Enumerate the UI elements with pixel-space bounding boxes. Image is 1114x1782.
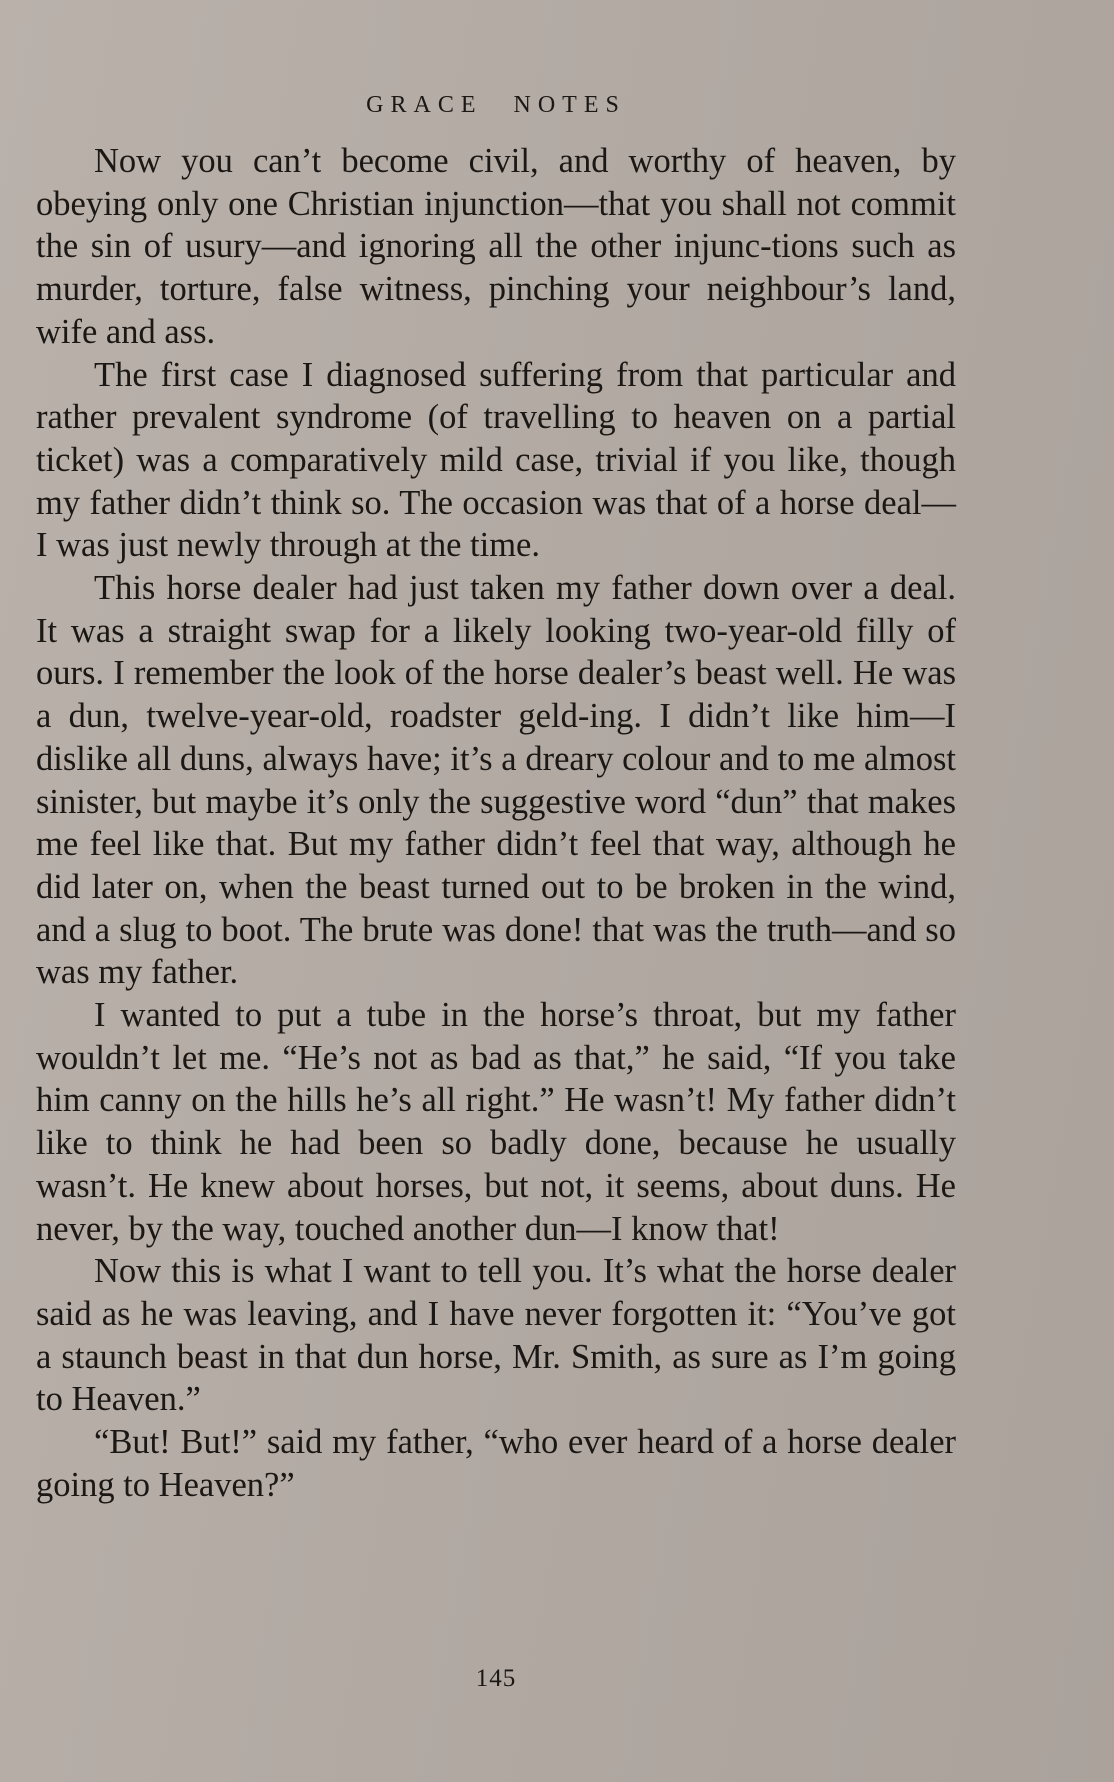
paragraph: I wanted to put a tube in the horse’s throat, but my father wouldn’t let me. “He’s not as bad as that,” he said, “If you take him canny on the hills he’s all right.” He wasn’t! My father didn’t like to think he had been so badly done, because he usually wasn’t. He knew about horses, but not, it seems, about duns. He never, by the way, touched another dun—I know that!: [36, 996, 956, 1248]
paragraph: This horse dealer had just taken my father down over a deal. It was a straight swap for a likely looking two-year-old filly of ours. I remember the look of the horse dealer’s beast well. He was a dun, twelve-year-old, roadster geld-ing. I didn’t like him—I dislike all duns, always have; it’s a dreary colour and to me almost sinister, but maybe it’s only the suggestive word “dun” that makes me feel like that. But my father didn’t feel that way, although he did later on, when the beast turned out to be broken in the wind, and a slug to boot. The brute was done! that was the truth—and so was my father.: [36, 569, 956, 992]
running-head: GRACE NOTES: [366, 92, 626, 118]
paragraph: Now this is what I want to tell you. It’s what the horse dealer said as he was leaving, and I have never forgotten it: “You’ve got a staunch beast in that dun horse, Mr. Smith, as sure as I’m going to Heaven.”: [36, 1252, 956, 1419]
page-number: 145: [475, 1665, 517, 1692]
book-page: [36, 0, 956, 1782]
paragraph: Now you can’t become civil, and worthy of heaven, by obeying only one Christian injunction—that you shall not commit the sin of usury—and ignoring all the other injunc-tions such as murder, torture, false witness, pinching your neighbour’s land, wife and ass.: [36, 142, 956, 351]
paragraph: The first case I diagnosed suffering from that particular and rather prevalent syndrome (of travelling to heaven on a partial ticket) was a comparatively mild case, trivial if you like, though my father didn’t think so. The occasion was that of a horse deal—I was just newly through at the time.: [36, 355, 956, 565]
paragraph: “But! But!” said my father, “who ever heard of a horse dealer going to Heaven?”: [36, 1423, 956, 1504]
body-text: [36, 140, 956, 1507]
